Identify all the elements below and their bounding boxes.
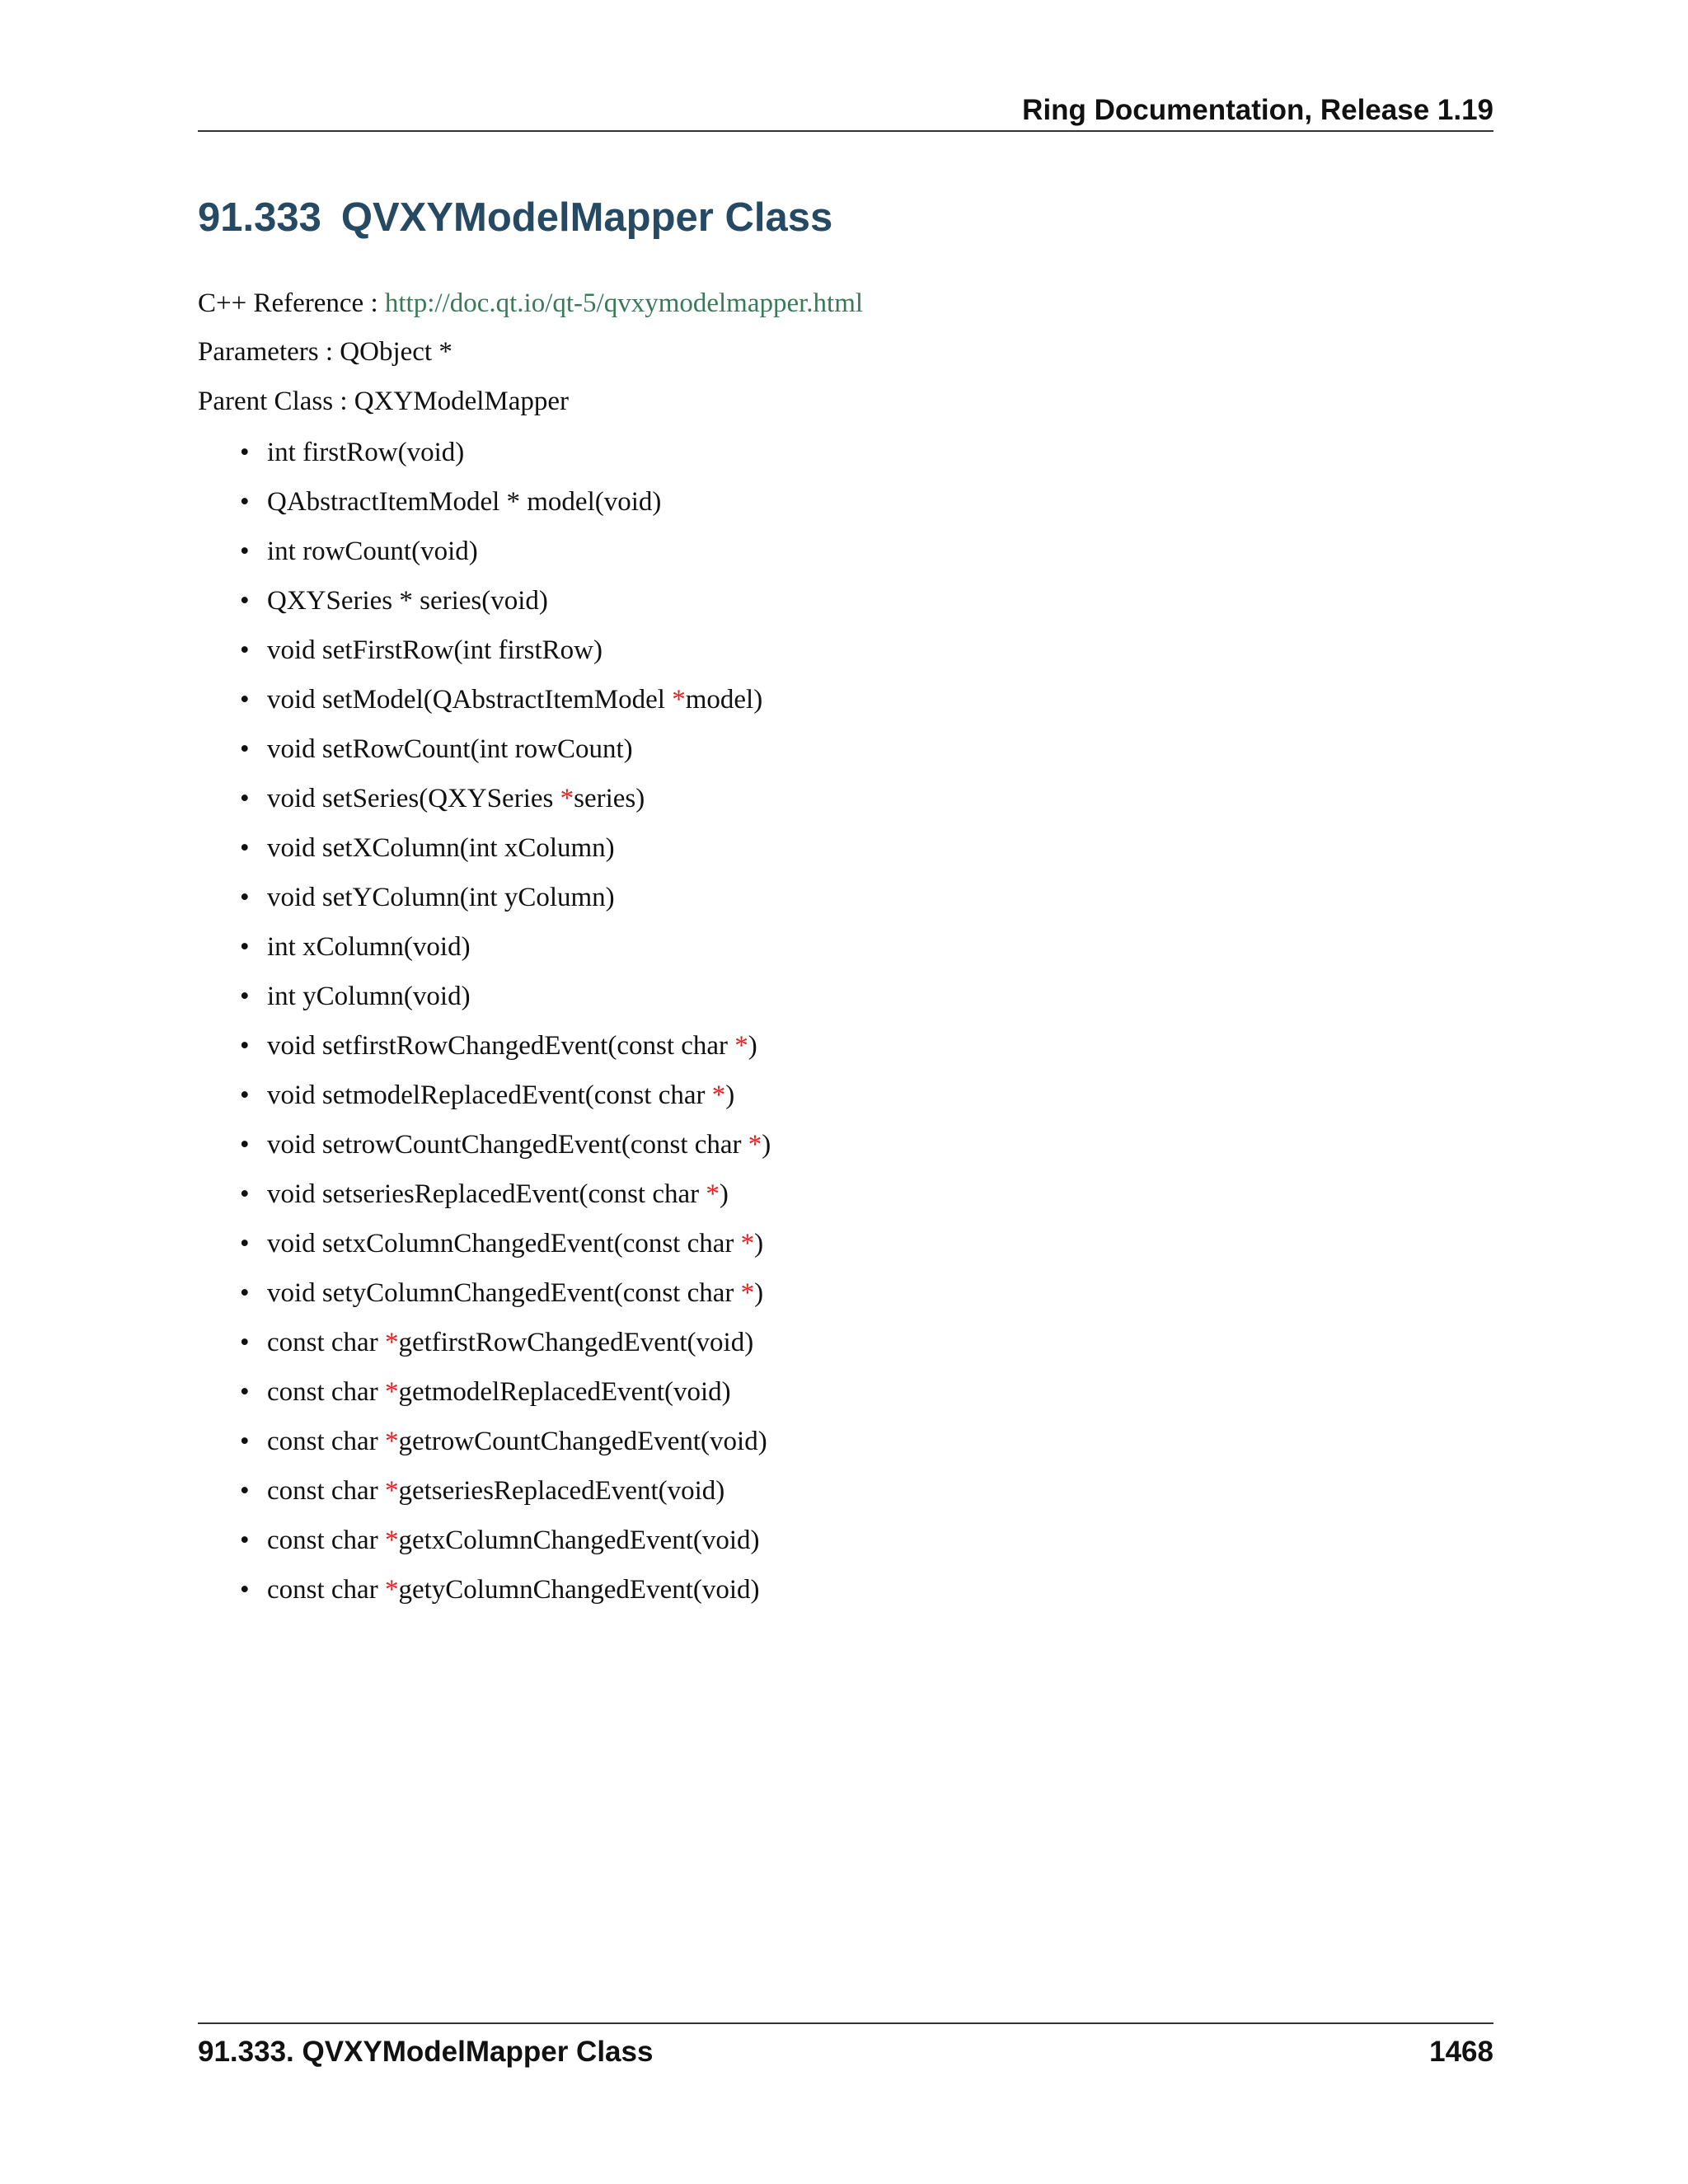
bullet-icon: •: [240, 537, 250, 566]
list-item: [198, 682, 771, 731]
list-item: [198, 1176, 771, 1226]
method-after: ): [748, 1031, 757, 1061]
method-list: [198, 434, 771, 1621]
bullet-icon: •: [240, 1229, 250, 1258]
footer-section-label: 91.333. QVXYModelMapper Class: [198, 2036, 654, 2068]
method-after: ): [725, 1080, 735, 1110]
method-star: *: [560, 784, 574, 813]
bullet-icon: •: [240, 1080, 250, 1110]
method-star: *: [706, 1179, 720, 1209]
bullet-icon: •: [240, 685, 250, 715]
method-star: *: [384, 1476, 399, 1506]
method-before: void setxColumnChangedEvent(const char: [267, 1229, 741, 1258]
method-star: *: [384, 1377, 399, 1407]
method-after: ): [719, 1179, 729, 1209]
list-item: [198, 929, 771, 978]
list-item: [198, 1473, 771, 1522]
method-before: int firstRow(void): [267, 438, 465, 467]
list-item: [198, 1028, 771, 1077]
running-header: [198, 91, 1493, 132]
cpp-reference-link[interactable]: http://doc.qt.io/qt-5/qvxymodelmapper.html: [384, 288, 864, 318]
list-item: [198, 731, 771, 780]
running-footer: [198, 2022, 1493, 2070]
method-before: void setFirstRow(int firstRow): [267, 635, 603, 665]
bullet-icon: •: [240, 833, 250, 863]
method-after: getmodelReplacedEvent(void): [398, 1377, 731, 1407]
method-after: model): [685, 685, 763, 715]
bullet-icon: •: [240, 1476, 250, 1506]
method-after: getseriesReplacedEvent(void): [398, 1476, 725, 1506]
method-star: *: [740, 1278, 755, 1308]
list-item: [198, 484, 771, 533]
method-after: ): [754, 1278, 764, 1308]
bullet-icon: •: [240, 1377, 250, 1407]
bullet-icon: •: [240, 1179, 250, 1209]
method-before: void setyColumnChangedEvent(const char: [267, 1278, 741, 1308]
parent-class-line: [198, 383, 569, 419]
bullet-icon: •: [240, 1278, 250, 1308]
bullet-icon: •: [240, 1031, 250, 1061]
parameters-value: QObject *: [340, 337, 452, 367]
bullet-icon: •: [240, 1526, 250, 1555]
bullet-icon: •: [240, 932, 250, 962]
bullet-icon: •: [240, 883, 250, 912]
list-item: [198, 1127, 771, 1176]
method-before: QXYSeries * series(void): [267, 586, 548, 616]
list-item: [198, 978, 771, 1028]
bullet-icon: •: [240, 784, 250, 813]
method-after: getfirstRowChangedEvent(void): [398, 1328, 754, 1357]
method-before: void setYColumn(int yColumn): [267, 883, 615, 912]
method-star: *: [384, 1328, 399, 1357]
method-star: *: [748, 1130, 762, 1160]
list-item: [198, 1522, 771, 1572]
method-before: void setSeries(QXYSeries: [267, 784, 560, 813]
method-star: *: [384, 1427, 399, 1456]
method-before: QAbstractItemModel * model(void): [267, 487, 662, 517]
bullet-icon: •: [240, 586, 250, 616]
method-after: getrowCountChangedEvent(void): [398, 1427, 767, 1456]
section-title-text: QVXYModelMapper Class: [340, 195, 833, 240]
parameters-line: [198, 334, 452, 370]
bullet-icon: •: [240, 635, 250, 665]
parent-class-value: QXYModelMapper: [354, 387, 570, 416]
method-before: const char: [267, 1526, 385, 1555]
bullet-icon: •: [240, 1427, 250, 1456]
method-before: const char: [267, 1328, 385, 1357]
method-after: getyColumnChangedEvent(void): [398, 1575, 760, 1605]
method-before: void setRowCount(int rowCount): [267, 734, 633, 764]
method-after: getxColumnChangedEvent(void): [398, 1526, 760, 1555]
bullet-icon: •: [240, 982, 250, 1011]
list-item: [198, 1077, 771, 1127]
list-item: [198, 1226, 771, 1275]
section-number: 91.333: [198, 195, 321, 240]
method-before: void setfirstRowChangedEvent(const char: [267, 1031, 735, 1061]
list-item: [198, 830, 771, 879]
bullet-icon: •: [240, 487, 250, 517]
cpp-reference-line: [198, 285, 863, 321]
bullet-icon: •: [240, 734, 250, 764]
method-star: *: [711, 1080, 726, 1110]
method-before: int yColumn(void): [267, 982, 471, 1011]
list-item: [198, 1423, 771, 1473]
method-after: series): [574, 784, 645, 813]
list-item: [198, 780, 771, 830]
list-item: [198, 533, 771, 583]
method-before: const char: [267, 1575, 385, 1605]
method-before: int xColumn(void): [267, 932, 471, 962]
method-before: void setModel(QAbstractItemModel: [267, 685, 673, 715]
method-before: const char: [267, 1476, 385, 1506]
list-item: [198, 434, 771, 484]
list-item: [198, 1275, 771, 1324]
bullet-icon: •: [240, 1575, 250, 1605]
list-item: [198, 879, 771, 929]
method-before: void setmodelReplacedEvent(const char: [267, 1080, 712, 1110]
footer-page-number: 1468: [1429, 2036, 1493, 2068]
method-after: ): [754, 1229, 764, 1258]
method-star: *: [734, 1031, 748, 1061]
parent-class-label: Parent Class :: [198, 387, 354, 416]
bullet-icon: •: [240, 1130, 250, 1160]
list-item: [198, 632, 771, 682]
method-before: void setXColumn(int xColumn): [267, 833, 615, 863]
section-title: [198, 191, 832, 244]
list-item: [198, 1572, 771, 1621]
list-item: [198, 1324, 771, 1374]
method-before: const char: [267, 1427, 385, 1456]
parameters-label: Parameters :: [198, 337, 340, 367]
bullet-icon: •: [240, 438, 250, 467]
cpp-reference-label: C++ Reference :: [198, 288, 385, 318]
method-star: *: [740, 1229, 755, 1258]
list-item: [198, 1374, 771, 1423]
method-star: *: [384, 1526, 399, 1555]
method-before: const char: [267, 1377, 385, 1407]
method-star: *: [384, 1575, 399, 1605]
running-header-title: Ring Documentation, Release 1.19: [1022, 94, 1493, 126]
bullet-icon: •: [240, 1328, 250, 1357]
method-before: int rowCount(void): [267, 537, 478, 566]
list-item: [198, 583, 771, 632]
method-star: *: [672, 685, 686, 715]
method-after: ): [762, 1130, 771, 1160]
method-before: void setseriesReplacedEvent(const char: [267, 1179, 706, 1209]
method-before: void setrowCountChangedEvent(const char: [267, 1130, 748, 1160]
